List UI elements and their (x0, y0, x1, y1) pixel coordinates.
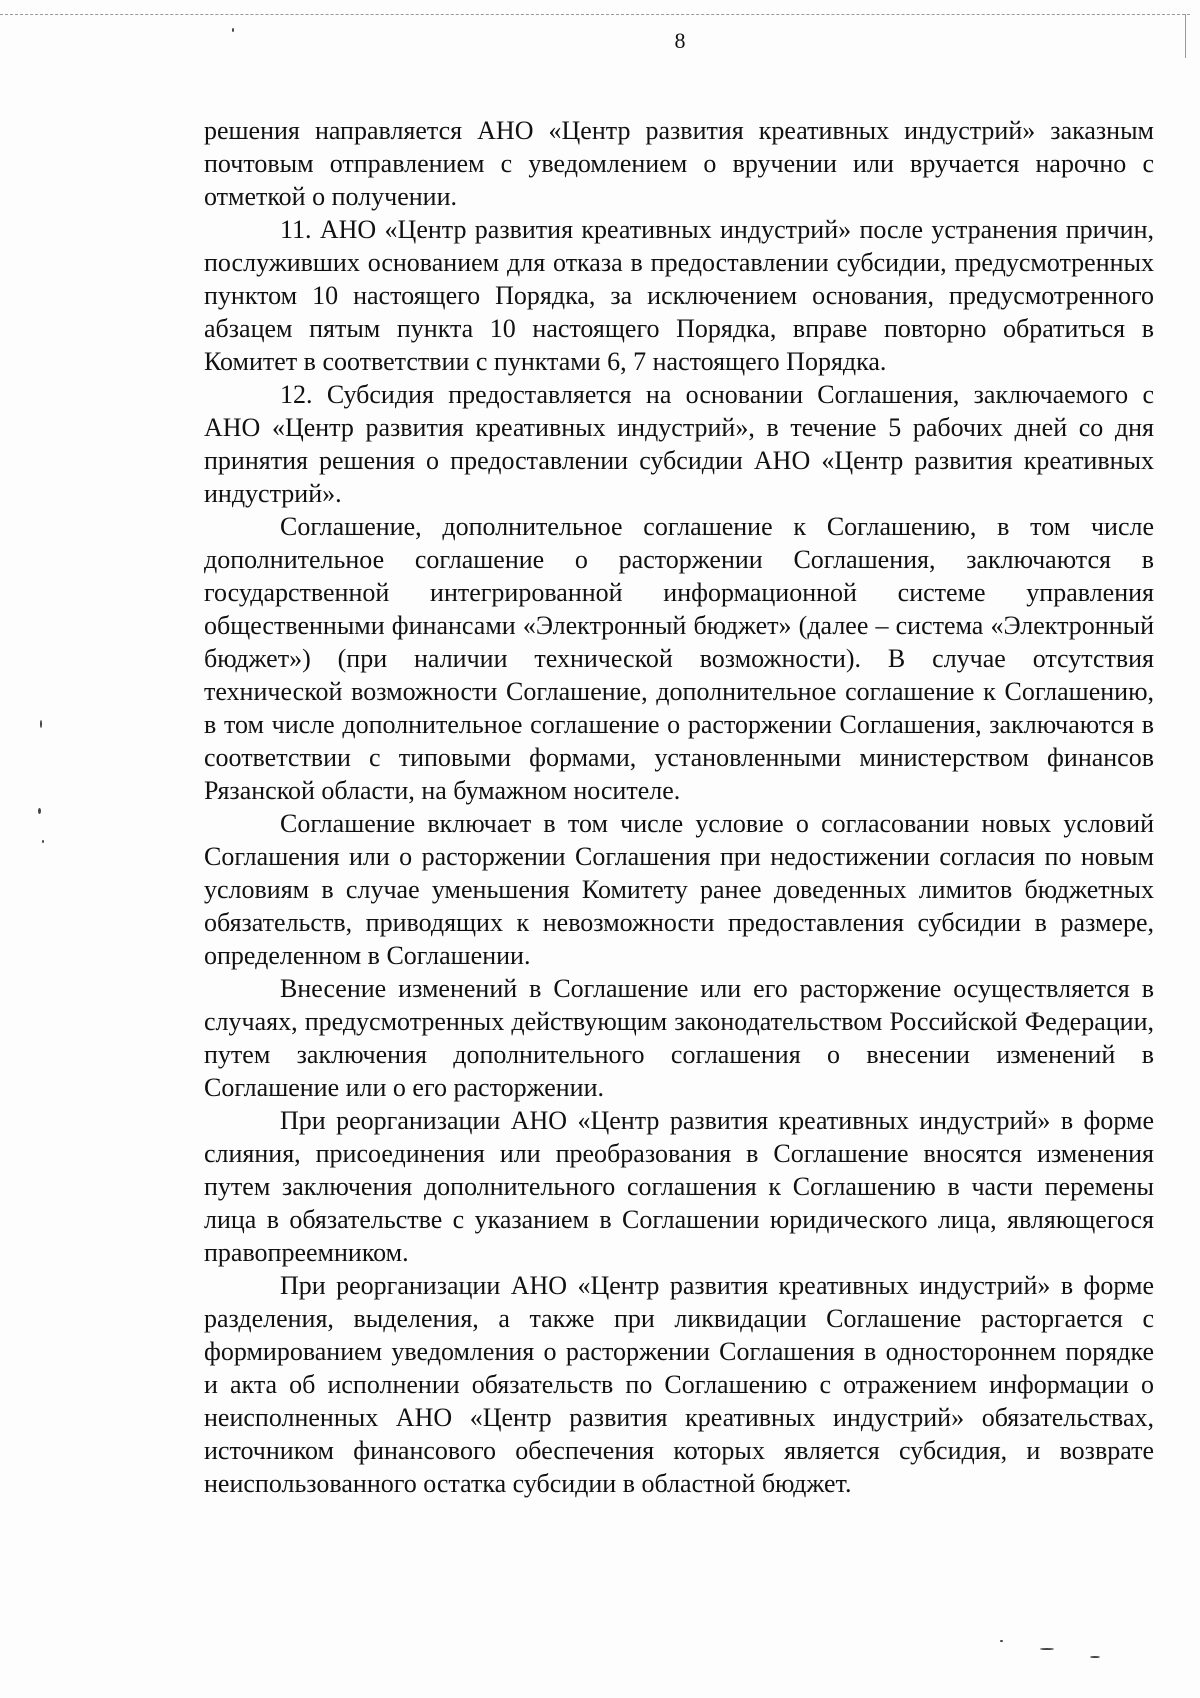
paragraph-agreement-system: Соглашение, дополнительное соглашение к Соглашению, в том числе дополнительное соглашение о расторжении Соглашения, заключаются в государственной интегрированной информационной системе управления общественными финансами «Электронный бюджет» (далее – система «Электронный бюджет») (при наличии технической возможности). В случае отсутствия технической возможности Соглашение, дополнительное соглашение к Соглашению, в том числе дополнительное соглашение о расторжении Соглашения, заключаются в соответствии с типовыми формами, установленными министерством финансов Рязанской области, на бумажном носителе. (204, 512, 1154, 805)
paragraph-agreement-changes: Внесение изменений в Соглашение или его расторжение осуществляется в случаях, предусмотренных действующим законодательством Российской Федерации, путем заключения дополнительного соглашения о внесении изменений в Соглашение или о его расторжении. (204, 974, 1154, 1102)
scan-border-top (0, 14, 1190, 15)
scan-speck (1000, 1640, 1003, 1642)
document-body (204, 114, 1154, 1500)
page-number: 8 (674, 28, 686, 53)
scan-speck (40, 720, 42, 728)
scan-speck (232, 28, 234, 32)
paragraph-reorganization-merge: При реорганизации АНО «Центр развития креативных индустрий» в форме слияния, присоединения или преобразования в Соглашение вносятся изменения путем заключения дополнительного соглашения к Соглашению в части перемены лица в обязательстве с указанием в Соглашении юридического лица, являющегося правопреемником. (204, 1106, 1154, 1267)
scan-speck (42, 840, 44, 843)
scan-speck (38, 808, 41, 814)
paragraph-reorganization-split: При реорганизации АНО «Центр развития креативных индустрий» в форме разделения, выделения, а также при ликвидации Соглашение расторгается с формированием уведомления о расторжении Соглашения в одностороннем порядке и акта об исполнении обязательств по Соглашению с отражением информации о неисполненных АНО «Центр развития креативных индустрий» обязательствах, источником финансового обеспечения которых является субсидия, и возврате неиспользованного остатка субсидии в областной бюджет. (204, 1271, 1154, 1498)
paragraph-item-12: 12. Субсидия предоставляется на основании Соглашения, заключаемого с АНО «Центр развития креативных индустрий», в течение 5 рабочих дней со дня принятия решения о предоставлении субсидии АНО «Центр развития креативных индустрий». (204, 380, 1154, 508)
paragraph-continuation: решения направляется АНО «Центр развития креативных индустрий» заказным почтовым отправлением с уведомлением о вручении или вручается нарочно с отметкой о получении. (204, 116, 1154, 211)
paragraph-agreement-conditions: Соглашение включает в том числе условие о согласовании новых условий Соглашения или о расторжении Соглашения при недостижении согласия по новым условиям в случае уменьшения Комитету ранее доведенных лимитов бюджетных обязательств, приводящих к невозможности предоставления субсидии в размере, определенном в Соглашении. (204, 809, 1154, 970)
scan-speck (1090, 1656, 1100, 1658)
scan-speck (1040, 1648, 1054, 1650)
paragraph-item-11: 11. АНО «Центр развития креативных индустрий» после устранения причин, послуживших основанием для отказа в предоставлении субсидии, предусмотренных пунктом 10 настоящего Порядка, за исключением основания, предусмотренного абзацем пятым пункта 10 настоящего Порядка, вправе повторно обратиться в Комитет в соответствии с пунктами 6, 7 настоящего Порядка. (204, 215, 1154, 376)
